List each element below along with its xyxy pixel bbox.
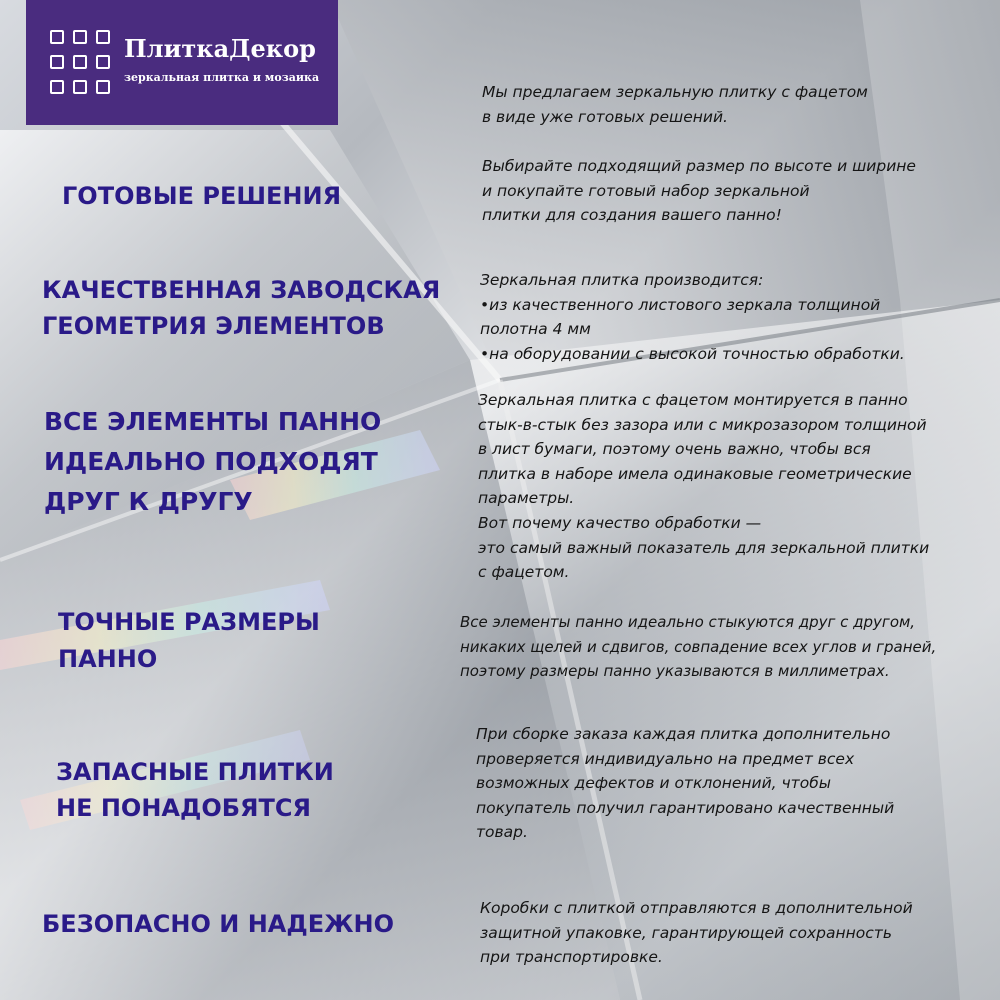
text-line: это самый важный показатель для зеркальной плитки xyxy=(478,538,930,557)
text-line: Мы предлагаем зеркальную плитку с фацетом xyxy=(482,83,868,101)
text-line: •на оборудовании с высокой точностью обработки. xyxy=(480,344,905,363)
section-text-factory-geometry xyxy=(480,268,905,366)
section-heading-elements-fit xyxy=(44,402,381,522)
section-heading-factory-geometry xyxy=(42,272,440,344)
section-text-no-spare-tiles xyxy=(476,722,894,845)
section-text-elements-fit xyxy=(478,388,929,585)
tile-grid-logo-icon xyxy=(50,30,112,98)
text-line: проверяется индивидуально на предмет всех xyxy=(476,749,855,768)
section-heading-no-spare-tiles xyxy=(56,754,334,826)
heading-line: ГЕОМЕТРИЯ ЭЛЕМЕНТОВ xyxy=(42,312,385,340)
text-line: Зеркальная плитка с фацетом монтируется в панно xyxy=(478,391,908,409)
text-line: покупатель получил гарантировано качественный xyxy=(476,798,895,817)
text-line: полотна 4 мм xyxy=(480,320,591,339)
section-heading-exact-sizes xyxy=(58,604,320,678)
brand-name: ПлиткаДекор xyxy=(124,34,316,63)
text-line: защитной упаковке, гарантирующей сохранность xyxy=(480,923,892,942)
text-line: в виде уже готовых решений. xyxy=(482,107,728,126)
heading-line: ПАННО xyxy=(58,645,158,673)
text-line: с фацетом. xyxy=(478,563,570,582)
text-line: Вот почему качество обработки — xyxy=(478,513,762,532)
text-line: При сборке заказа каждая плитка дополнительно xyxy=(476,725,891,743)
text-line: товар. xyxy=(476,823,528,842)
section-heading-ready-solutions xyxy=(62,178,341,214)
text-line: возможных дефектов и отклонений, чтобы xyxy=(476,774,831,793)
section-heading-safe-reliable xyxy=(42,906,394,942)
section-text-safe-reliable xyxy=(480,896,913,970)
text-line: поэтому размеры панно указываются в миллиметрах. xyxy=(460,662,890,681)
section-text-ready-solutions-1 xyxy=(482,80,868,129)
text-line: при транспортировке. xyxy=(480,948,663,967)
text-line: Коробки с плиткой отправляются в дополнительной xyxy=(480,899,913,917)
section-text-exact-sizes xyxy=(460,610,936,684)
heading-line: ДРУГ К ДРУГУ xyxy=(44,487,253,516)
text-line: плитка в наборе имела одинаковые геометрические xyxy=(478,464,912,483)
text-line: стык-в-стык без зазора или с микрозазором толщиной xyxy=(478,415,927,434)
heading-line: ЗАПАСНЫЕ ПЛИТКИ xyxy=(56,758,334,786)
text-line: Выбирайте подходящий размер по высоте и ширине xyxy=(482,157,916,175)
heading-line: ИДЕАЛЬНО ПОДХОДЯТ xyxy=(44,447,378,476)
text-line: Все элементы панно идеально стыкуются друг с другом, xyxy=(460,613,916,631)
section-text-ready-solutions-2 xyxy=(482,154,916,228)
heading-line: НЕ ПОНАДОБЯТСЯ xyxy=(56,794,311,822)
heading-line: КАЧЕСТВЕННАЯ ЗАВОДСКАЯ xyxy=(42,276,441,304)
text-line: и покупайте готовый набор зеркальной xyxy=(482,181,810,200)
text-line: никаких щелей и сдвигов, совпадение всех углов и граней, xyxy=(460,637,937,656)
brand-logo-panel xyxy=(26,0,338,125)
heading-line: ВСЕ ЭЛЕМЕНТЫ ПАННО xyxy=(44,407,382,436)
heading-line: ГОТОВЫЕ РЕШЕНИЯ xyxy=(62,182,342,210)
brand-tagline: зеркальная плитка и мозаика xyxy=(124,71,320,84)
text-line: Зеркальная плитка производится: xyxy=(480,271,764,289)
text-line: параметры. xyxy=(478,489,575,508)
heading-line: БЕЗОПАСНО И НАДЕЖНО xyxy=(42,910,394,938)
text-line: плитки для создания вашего панно! xyxy=(482,206,782,225)
heading-line: ТОЧНЫЕ РАЗМЕРЫ xyxy=(58,608,320,636)
text-line: в лист бумаги, поэтому очень важно, чтобы вся xyxy=(478,440,871,459)
text-line: •из качественного листового зеркала толщиной xyxy=(480,295,881,314)
